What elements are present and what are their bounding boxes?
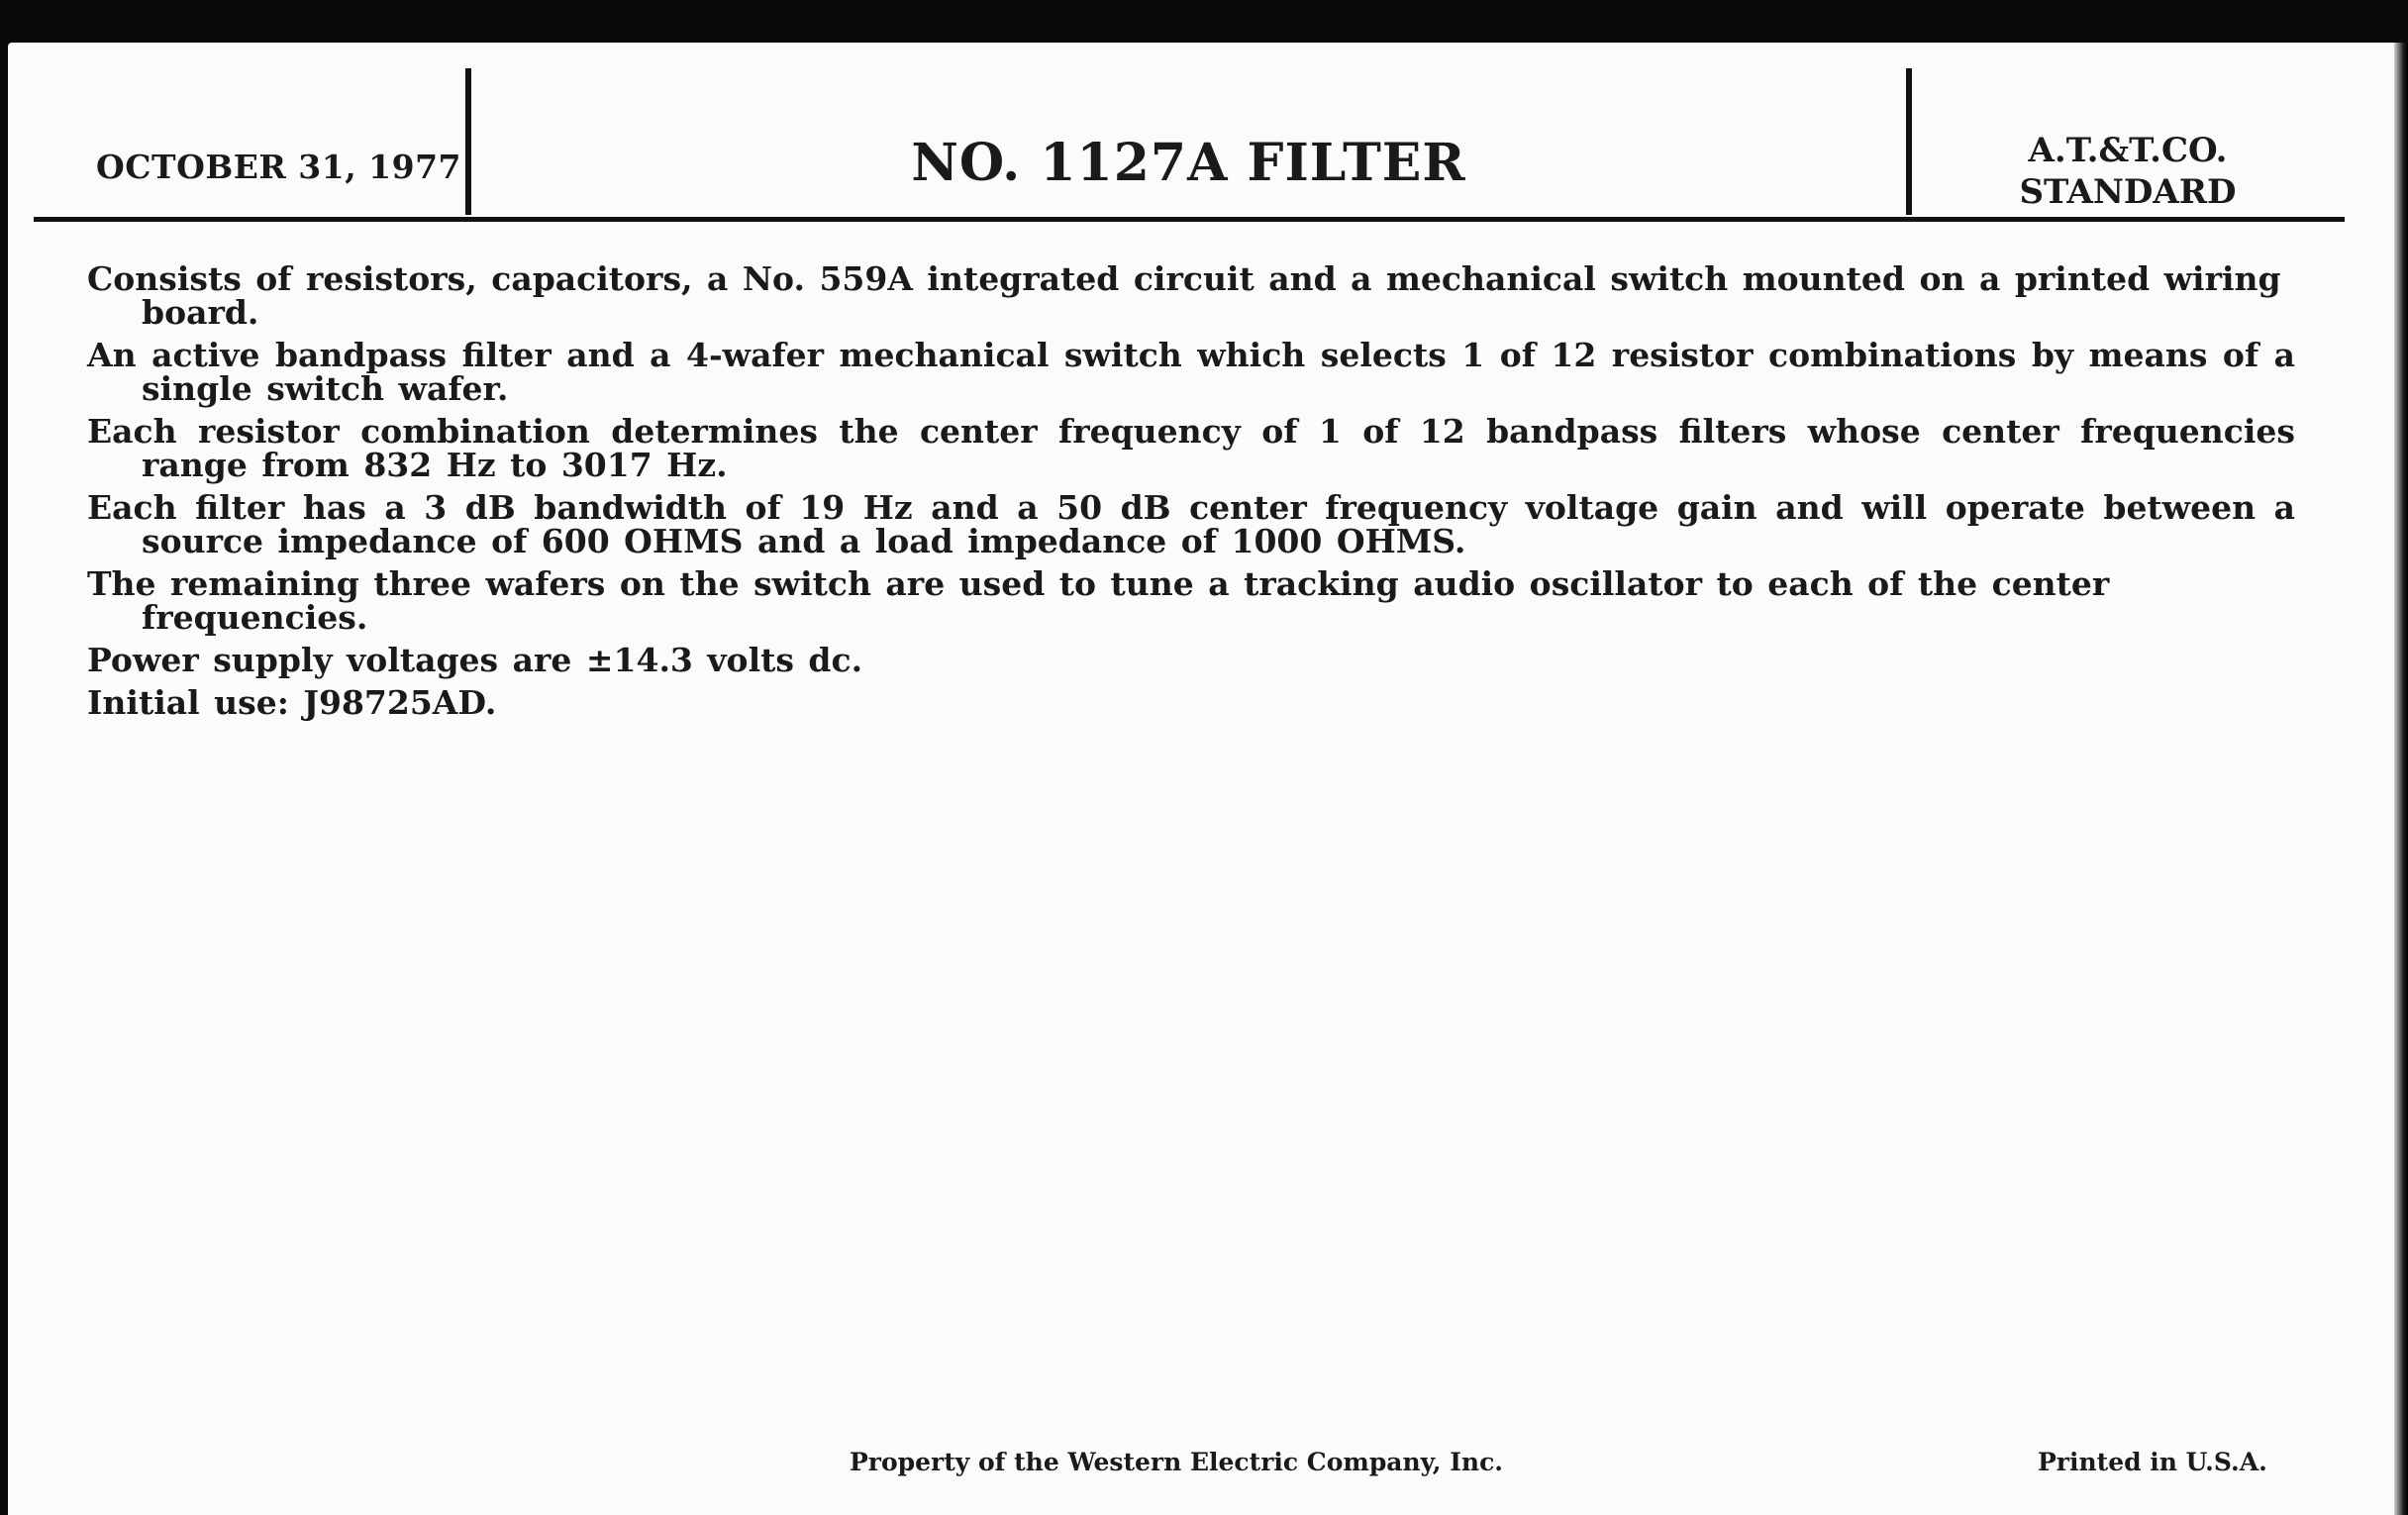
document-title: NO. 1127A FILTER xyxy=(911,133,1466,193)
standard-line-2: STANDARD xyxy=(2019,172,2237,212)
description-body xyxy=(87,259,2295,729)
document-card xyxy=(8,43,2396,1515)
paragraph-oscillator: The remaining three wafers on the switch are used to tune a tracking audio oscillator to each of the center frequencies. xyxy=(87,564,2110,637)
standard-label xyxy=(2004,130,2252,213)
footer-printed: Printed in U.S.A. xyxy=(2038,1448,2267,1476)
paragraph-power-supply: Power supply voltages are ±14.3 volts dc. xyxy=(87,641,863,679)
issue-date: OCTOBER 31, 1977 xyxy=(96,148,462,186)
header-rule xyxy=(34,217,2345,222)
paragraph-frequency-range: Each resistor combination determines the center frequency of 1 of 12 bandpass filters whose center frequencies range from 832 Hz to 3017 Hz. xyxy=(87,412,2295,484)
paragraph-function: An active bandpass filter and a 4-wafer mechanical switch which selects 1 of 12 resistor combinations by means of a single switch wafer. xyxy=(87,336,2295,408)
header-divider-right xyxy=(1906,68,1912,215)
scan-edge-shadow xyxy=(2394,43,2408,1515)
paragraph-bandwidth: Each filter has a 3 dB bandwidth of 19 Hz and a 50 dB center frequency voltage gain and will operate between a source impedance of 600 OHMS and a load impedance of 1000 OHMS. xyxy=(87,488,2295,560)
standard-line-1: A.T.&T.CO. xyxy=(2028,131,2228,170)
paragraph-initial-use: Initial use: J98725AD. xyxy=(87,683,497,722)
footer-property: Property of the Western Electric Company, Inc. xyxy=(850,1448,1504,1476)
paragraph-composition: Consists of resistors, capacitors, a No. 559A integrated circuit and a mechanical switch mounted on a printed wiring board. xyxy=(87,259,2281,332)
